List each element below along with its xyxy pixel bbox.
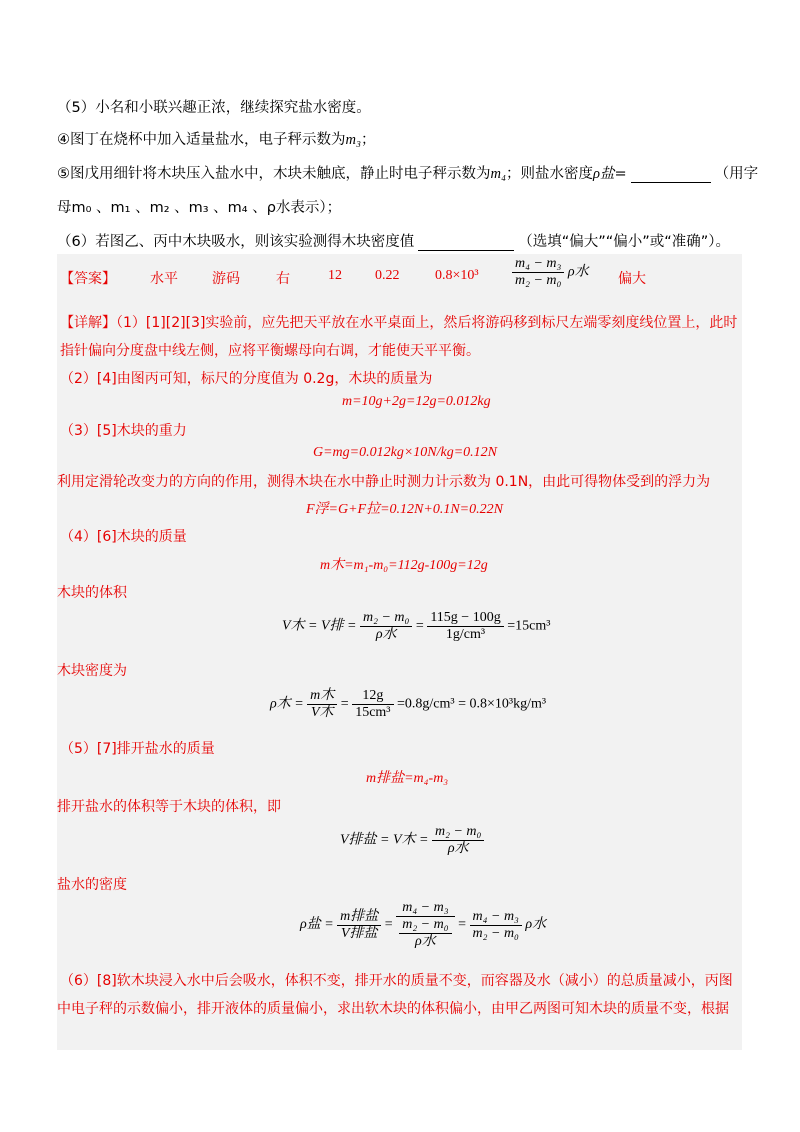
eq4c-den: V木 xyxy=(310,705,334,720)
answer-frac-den: m₂ − m₀ xyxy=(515,273,562,288)
eq4c-left: ρ木 = xyxy=(270,696,304,712)
explain-p4c: 木块密度为 xyxy=(57,663,127,679)
explain-eq3b: F浮=G+F拉=0.12N+0.1N=0.22N xyxy=(306,502,503,517)
explain-p5c: 盐水的密度 xyxy=(57,877,127,893)
eq5b-left: V排盐 = V木 = xyxy=(340,832,429,848)
explain-p1b: 指针偏向分度盘中线左侧，应将平衡螺母向右调，才能使天平平衡。 xyxy=(60,343,480,359)
q6-text: （6）若图乙、丙中木块吸水，则该实验测得木块密度值 xyxy=(57,234,415,250)
eq4c-den2: 15cm³ xyxy=(355,705,391,720)
eq4c-right: =0.8g/cm³ = 0.8×10³kg/m³ xyxy=(397,696,547,712)
eq5c-den3: m₂ − m₀ xyxy=(472,925,519,941)
eq4b-den: ρ水 xyxy=(375,627,397,642)
eq5c-rho: ρ水 xyxy=(525,917,547,933)
q6-tail: （选填“偏大”“偏小”或“准确”）。 xyxy=(518,234,731,250)
eq5c-den2a: m₂ − m₀ xyxy=(399,917,451,934)
explain-eq2: m=10g+2g=12g=0.012kg xyxy=(342,394,491,409)
answer-item-1: 水平 xyxy=(150,271,178,287)
answer-formula xyxy=(512,256,589,289)
explain-eq5b xyxy=(340,824,484,857)
answer-item-6: 0.8×10³ xyxy=(435,268,479,283)
answer-item-5: 0.22 xyxy=(375,268,400,283)
explain-eq3: G=mg=0.012kg×10N/kg=0.12N xyxy=(313,445,498,460)
eq4b-left: V木 = V排 = xyxy=(282,618,357,634)
answer-blank-2[interactable] xyxy=(418,236,514,251)
explain-p1-text: （1）[1][2][3]实验前，应先把天平放在水平桌面上，然后将游码移到标尺左端零刻度线位置上，此时 xyxy=(116,315,738,331)
explain-p3b: 利用定滑轮改变力的方向的作用，测得木块在水中静止时测力计示数为 0.1N，由此可得物体受到的浮力为 xyxy=(57,474,711,490)
answer-frac-rho: ρ水 xyxy=(567,264,589,280)
eq5b-num: m₂ − m₀ xyxy=(432,824,484,841)
q5-step4-text: ④图丁在烧杯中加入适量盐水，电子秤示数为 xyxy=(57,132,346,148)
explain-p1 xyxy=(60,312,737,332)
explain-eq4: m木=m₁-m₀=112g-100g=12g xyxy=(320,558,488,573)
answer-item-last: 偏大 xyxy=(618,271,646,287)
explain-p5: （5）[7]排开盐水的质量 xyxy=(60,741,215,757)
answer-item-2: 游码 xyxy=(212,271,240,287)
explain-eq5: m排盐=m₄-m₃ xyxy=(366,771,449,786)
eq4c-num2: 12g xyxy=(352,688,393,705)
answer-frac-num: m₄ − m₃ xyxy=(512,256,564,273)
q5-intro: （5）小名和小联兴趣正浓，继续探究盐水密度。 xyxy=(57,100,371,116)
explain-label: 【详解】 xyxy=(60,315,116,331)
q5-step5-mid: ；则盐水密度 xyxy=(506,166,594,182)
q5-step5-text: ⑤图戊用细针将木块压入盐水中，木块未触底，静止时电子秤示数为 xyxy=(57,166,491,182)
answer-item-4: 12 xyxy=(328,268,342,283)
eq4b-den2: 1g/cm³ xyxy=(445,627,486,642)
explain-eq4c: ρ木 = $\frac{\text{m木}}{\text{V木}}$ = $\frac{12g}{\text{15cm³}}$ =0.8g/cm³ = 0.8×10³kg/m³ xyxy=(270,688,547,720)
answer-blank-1[interactable] xyxy=(631,168,711,183)
eq5b-den: ρ水 xyxy=(447,841,469,856)
eq5c-den2b: ρ水 xyxy=(415,934,436,949)
explain-p5b: 排开盐水的体积等于木块的体积，即 xyxy=(57,799,281,815)
eq5c-left: ρ盐 = xyxy=(300,917,334,933)
eq5c-den: V排盐 xyxy=(340,925,378,941)
q6 xyxy=(57,230,730,251)
eq5c-num3: m₄ − m₃ xyxy=(470,909,522,926)
q5-step4-var: m₃ xyxy=(345,132,362,148)
explain-eq4b: V木 = V排 = $\frac{\text{m₂ − m₀}}{\text{ρ水}}$ = $\frac{115g - 100g}{\text{1g/cm³}}$ =15cm³ xyxy=(282,610,551,642)
q5-step5-rho: ρ盐 xyxy=(593,166,615,182)
explain-p6b: 中电子秤的示数偏小，排开液体的质量偏小，求出软木块的体积偏小，由甲乙两图可知木块的质量不变，根据 xyxy=(57,1001,729,1017)
q5-step4 xyxy=(57,128,376,149)
explain-p4b: 木块的体积 xyxy=(57,585,127,601)
eq4c-num: m木 xyxy=(307,688,337,705)
eq5c-num: m排盐 xyxy=(337,909,381,926)
q5-step5-tail: （用字 xyxy=(714,166,759,182)
eq4b-num: m₂ − m₀ xyxy=(360,610,412,627)
explain-p6: （6）[8]软木块浸入水中后会吸水，体积不变，排开水的质量不变，而容器及水（减小）的总质量减小，丙图 xyxy=(60,973,733,989)
q5-step4-end: ； xyxy=(361,132,376,148)
explain-p4: （4）[6]木块的质量 xyxy=(60,529,187,545)
eq5c-num2: m₄ − m₃ xyxy=(396,900,454,917)
eq4b-right: =15cm³ xyxy=(507,618,551,634)
answer-item-3: 右 xyxy=(276,271,290,287)
explain-p3: （3）[5]木块的重力 xyxy=(60,423,187,439)
explain-eq5c: ρ盐 = $\frac{\text{m排盐}}{\text{V排盐}}$ = $\frac{\text{m₄ − m₃}}{\frac{\text{m₂ − m₀}}{\text{ρ水}}}$ = $\frac{\text{m₄ − m₃}}{\text{m₂ − m₀}}$ ρ水 xyxy=(300,900,547,949)
q5-step5-eq: = xyxy=(614,166,627,182)
answer-label: 【答案】 xyxy=(60,271,116,287)
q5-step5-line2: 母m₀ 、m₁ 、m₂ 、m₃ 、m₄ 、ρ水表示）； xyxy=(57,200,342,216)
eq4b-num2: 115g − 100g xyxy=(427,610,503,627)
q5-step5 xyxy=(57,162,758,183)
explain-p2: （2）[4]由图丙可知，标尺的分度值为 0.2g，木块的质量为 xyxy=(60,371,433,387)
q5-step5-var: m₄ xyxy=(490,166,507,182)
